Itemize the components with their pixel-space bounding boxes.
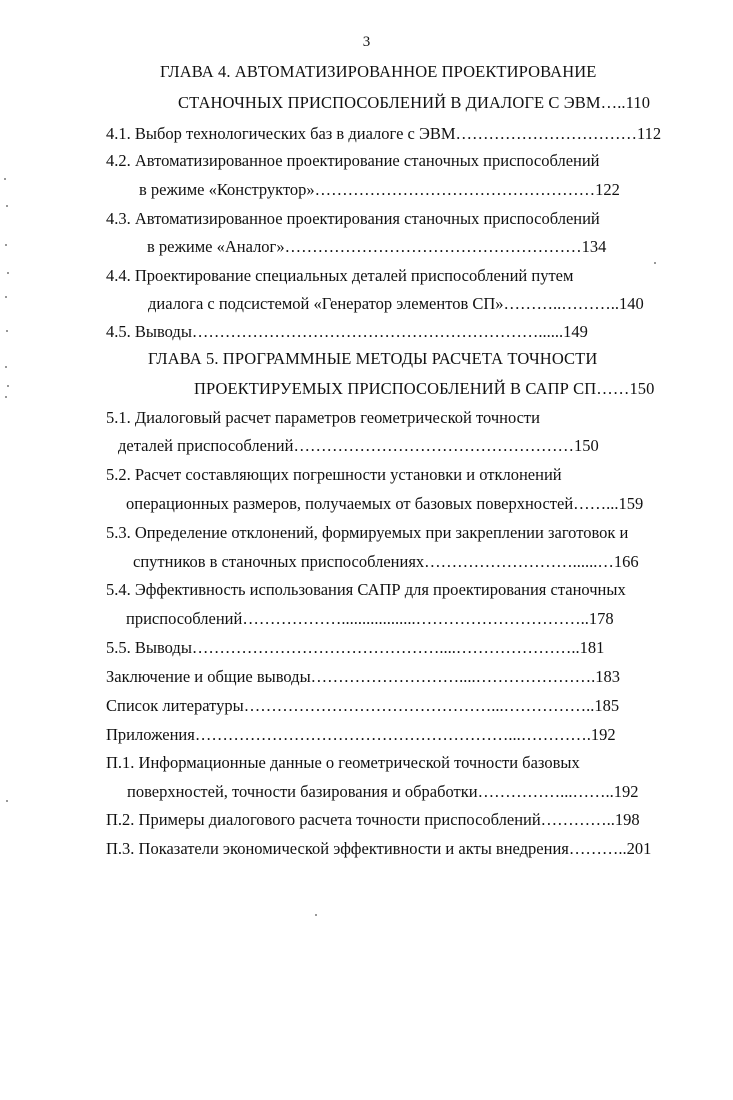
toc-entry-appendix-1-line-1: П.1. Информационные данные о геометрической точности базовых	[106, 753, 580, 772]
scan-speck	[5, 366, 7, 368]
toc-entry-4-2-line-1: 4.2. Автоматизированное проектирование станочных приспособлений	[106, 151, 600, 170]
chapter-5-title-line-2: ПРОЕКТИРУЕМЫХ ПРИСПОСОБЛЕНИЙ В САПР СП……150	[194, 379, 655, 398]
toc-entry-4-2-line-2: в режиме «Конструктор»……………………………………………122	[139, 180, 620, 199]
toc-entry-appendices: Приложения…………………………………………………...………….192	[106, 725, 616, 744]
scan-speck	[7, 385, 9, 387]
toc-entry-references: Список литературы………………………………………...……………..185	[106, 696, 620, 715]
scan-speck	[654, 262, 656, 264]
scan-speck	[7, 272, 9, 274]
scan-speck	[5, 296, 7, 298]
toc-entry-5-5: 5.5. Выводы………………………………………....…………………..181	[106, 638, 605, 657]
scan-speck	[4, 178, 6, 180]
scan-speck	[6, 330, 8, 332]
toc-entry-5-4-line-1: 5.4. Эффективность использования САПР для проектирования станочных	[106, 580, 626, 599]
chapter-4-title-line-2: СТАНОЧНЫХ ПРИСПОСОБЛЕНИЙ В ДИАЛОГЕ С ЭВМ…..110	[178, 93, 651, 112]
toc-entry-4-4-line-2: диалога с подсистемой «Генератор элементов СП»………..………..140	[148, 294, 644, 313]
scan-speck	[315, 914, 317, 916]
toc-entry-5-2-line-1: 5.2. Расчет составляющих погрешности установки и отклонений	[106, 465, 562, 484]
toc-entry-4-3-line-2: в режиме «Аналог»………………………………………………134	[147, 237, 607, 256]
chapter-5-title-line-1: ГЛАВА 5. ПРОГРАММНЫЕ МЕТОДЫ РАСЧЕТА ТОЧНОСТИ	[148, 349, 598, 368]
chapter-4-title-line-1: ГЛАВА 4. АВТОМАТИЗИРОВАННОЕ ПРОЕКТИРОВАНИЕ	[160, 62, 597, 81]
toc-entry-4-5: 4.5. Выводы………………………………………………………......149	[106, 322, 588, 341]
toc-entry-appendix-2: П.2. Примеры диалогового расчета точности приспособлений…………..198	[106, 810, 640, 829]
toc-entry-4-1: 4.1. Выбор технологических баз в диалоге с ЭВМ……………………………112	[106, 124, 662, 143]
toc-entry-appendix-1-line-2: поверхностей, точности базирования и обработки……………...……..192	[127, 782, 639, 801]
toc-entry-4-3-line-1: 4.3. Автоматизированное проектирования станочных приспособлений	[106, 209, 600, 228]
scan-speck	[6, 800, 8, 802]
toc-entry-5-1-line-2: деталей приспособлений……………………………………………150	[118, 436, 599, 455]
toc-entry-5-3-line-2: спутников в станочных приспособлениях………………………......…166	[133, 552, 639, 571]
toc-entry-5-1-line-1: 5.1. Диалоговый расчет параметров геометрической точности	[106, 408, 540, 427]
toc-entry-appendix-3: П.3. Показатели экономической эффективности и акты внедрения………..201	[106, 839, 652, 858]
page-number: 3	[362, 34, 371, 50]
toc-entry-5-2-line-2: операционных размеров, получаемых от базовых поверхностей……...159	[126, 494, 644, 513]
scan-speck	[6, 205, 8, 207]
toc-entry-4-4-line-1: 4.4. Проектирование специальных деталей приспособлений путем	[106, 266, 574, 285]
toc-entry-5-4-line-2: приспособлений………………..................…………………………..178	[126, 609, 614, 628]
scan-speck	[5, 244, 7, 246]
toc-entry-conclusion: Заключение и общие выводы………………………....………………….183	[106, 667, 621, 686]
scan-speck	[5, 396, 7, 398]
toc-entry-5-3-line-1: 5.3. Определение отклонений, формируемых при закреплении заготовок и	[106, 523, 629, 542]
